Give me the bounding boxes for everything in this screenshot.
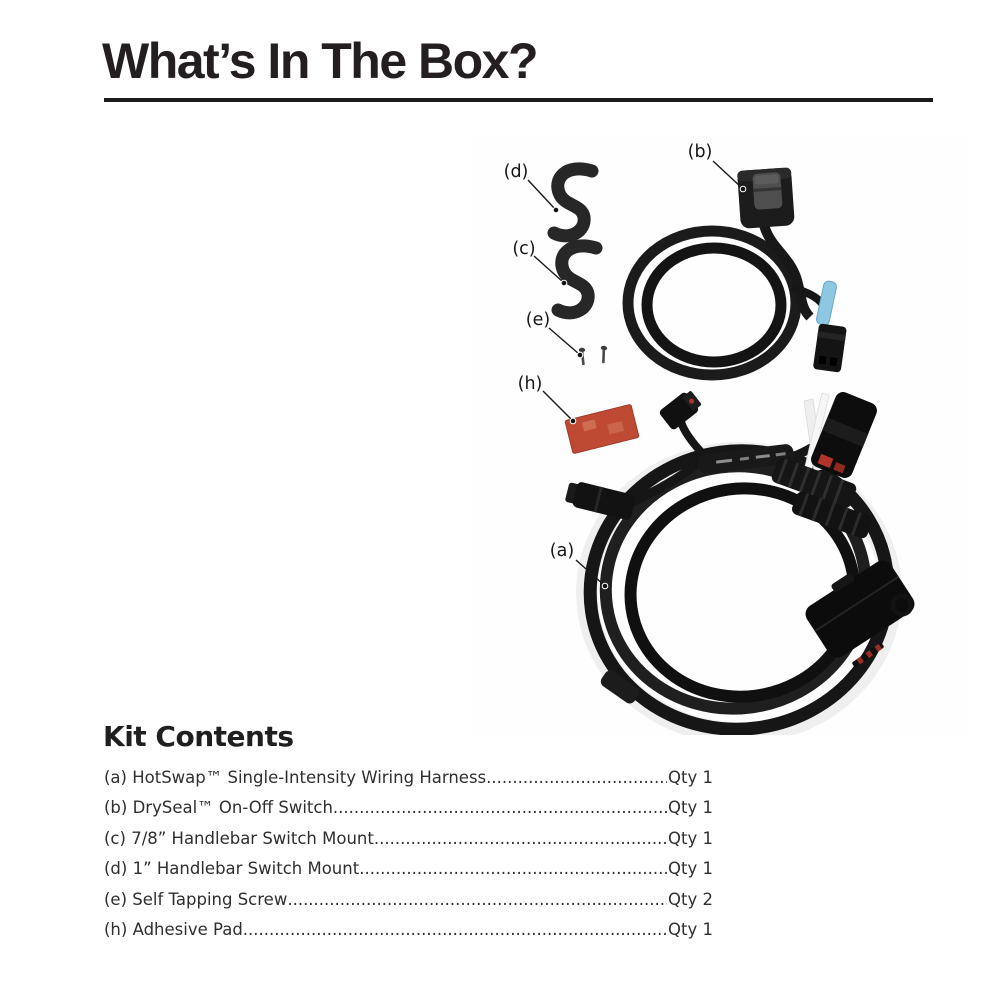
kit-item-row	[104, 824, 713, 854]
title-divider	[104, 98, 933, 102]
callout-label-a: (a)	[549, 541, 575, 561]
kit-item-row	[104, 885, 713, 915]
kit-item-qty: Qty 1	[668, 828, 713, 848]
page-title: What’s In The Box?	[102, 33, 538, 89]
dot-leader	[333, 793, 667, 823]
kit-item-qty: Qty 1	[668, 768, 713, 787]
dot-leader	[374, 824, 667, 854]
kit-item-name: (e) Self Tapping Screw	[104, 889, 288, 909]
kit-photo-illustration	[470, 135, 970, 735]
photo-background	[470, 135, 970, 735]
kit-item-row	[104, 915, 713, 945]
kit-item-row	[104, 854, 713, 884]
kit-photo	[470, 135, 970, 735]
kit-item-qty: Qty 1	[668, 919, 713, 939]
kit-item-row	[104, 763, 713, 793]
dot-leader	[243, 915, 667, 945]
kit-item-name: (c) 7/8” Handlebar Switch Mount	[104, 828, 374, 848]
kit-item-name: (a) HotSwap™ Single-Intensity Wiring Harness	[104, 768, 487, 787]
callout-label-h: (h)	[517, 374, 543, 394]
kit-item-qty: Qty 2	[668, 889, 713, 909]
callout-label-b: (b)	[687, 142, 713, 162]
callout-label-c: (c)	[512, 239, 536, 259]
dot-leader	[359, 854, 667, 884]
kit-item-qty: Qty 1	[668, 798, 713, 818]
kit-item-row	[104, 793, 713, 823]
callout-label-d: (d)	[503, 162, 529, 182]
switch-housing	[737, 167, 795, 229]
callout-label-e: (e)	[525, 310, 551, 330]
kit-item-name: (b) DrySeal™ On-Off Switch	[104, 798, 333, 818]
kit-item-name: (d) 1” Handlebar Switch Mount	[104, 859, 360, 879]
dot-leader	[486, 763, 667, 793]
kit-item-name: (h) Adhesive Pad	[104, 919, 243, 939]
kit-item-qty: Qty 1	[668, 859, 713, 879]
kit-contents-list	[104, 763, 713, 945]
dot-leader	[287, 885, 667, 915]
kit-contents-heading: Kit Contents	[103, 720, 294, 753]
